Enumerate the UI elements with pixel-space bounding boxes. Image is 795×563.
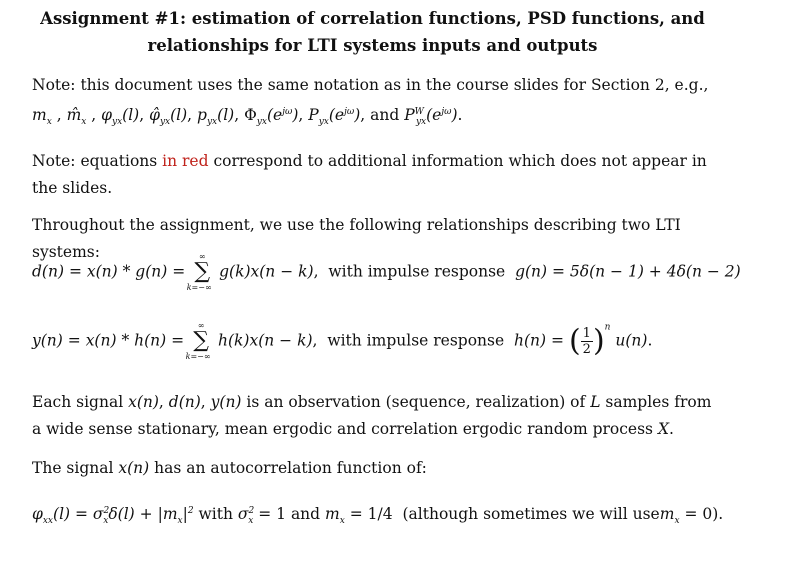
eq-d-with: with impulse response xyxy=(328,262,506,281)
eq-phi-although: (although sometimes we will use xyxy=(402,505,660,523)
sum-symbol: ∞ ∑ k=−∞ xyxy=(186,252,212,292)
note-and: , and xyxy=(360,106,405,124)
note-notation: Note: this document uses the same notation as in the course slides for Section 2, e.g., $m_x$ , $m̂_x$ , $\varphi_{yx}(l)$, $\varphî_{yx}(l)$, $p_{yx}(l)$, $\Phi_{yx}(e^{j\omega})$, $P_{yx}(e^{j\omega})$, and $P^W_{yx}(e^{j\omega})$. xyxy=(32,76,709,127)
intro-text: Throughout the assignment, we use the following relationships describing two LTI systems: xyxy=(32,216,681,261)
note-red xyxy=(32,148,722,202)
eq-phi-and: and xyxy=(290,505,321,523)
sum-symbol: ∞ ∑ k=−∞ xyxy=(185,321,211,361)
note-red-before: Note: equations xyxy=(32,152,163,170)
autocorr-intro: The signal x(n) has an autocorrelation function of: xyxy=(32,459,427,477)
equation-y: y(n) = x(n) * h(n) = ∞ ∑ k=−∞ h(k)x(n − k), with impulse response h(n) = ( $\frac{1}{2}$ )$^n$ u(n). xyxy=(32,321,653,361)
note-red-highlight: in red xyxy=(162,152,209,170)
title-line-2: relationships for LTI systems inputs and outputs xyxy=(147,36,598,55)
signals-paragraph: Each signal x(n), d(n), y(n) is an observation (sequence, realization) of L samples from a wide sense stationary, mean ergodic and correlation ergodic random process X. xyxy=(32,393,712,438)
equation-phi: $\varphi_{xx}(l) = \sigma^2_x\delta(l) + |m_x|^2$ with $\sigma^2_x = 1$ and $m_x = 1/4$ (although sometimes we will usem$_x$ = 0). xyxy=(32,505,724,526)
eq-y-with: with impulse response xyxy=(327,331,505,350)
eq-d-impulse: g(n) = 5δ(n − 1) + 4δ(n − 2) xyxy=(515,262,741,281)
note-red-after: correspond to additional information which does not appear in the slides. xyxy=(32,152,707,197)
eq-phi-with: with xyxy=(198,505,233,523)
note-notation-text: Note: this document uses the same notation as in the course slides for Section 2, e.g., xyxy=(32,76,709,94)
equation-d: d(n) = x(n) * g(n) = ∞ ∑ k=−∞ g(k)x(n − k), with impulse response g(n) = 5δ(n − 1) + 4δ(n − 2) xyxy=(32,252,741,292)
title-line-1: Assignment #1: estimation of correlation functions, PSD functions, and xyxy=(40,9,705,28)
